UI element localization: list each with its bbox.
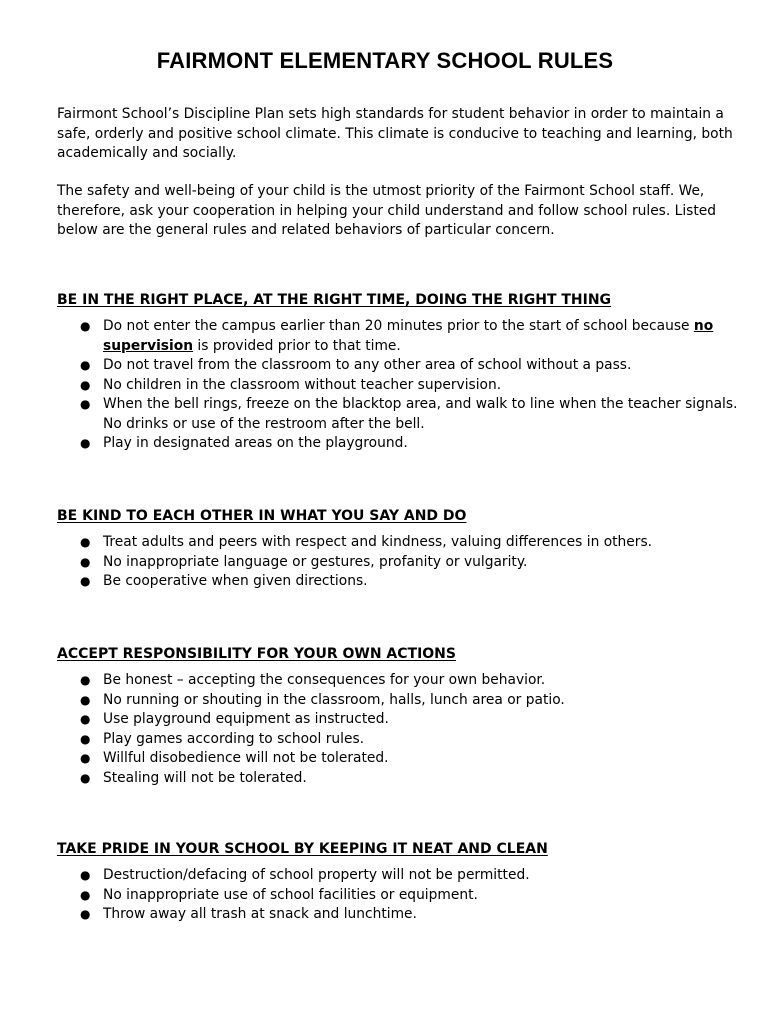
section-heading: BE IN THE RIGHT PLACE, AT THE RIGHT TIME, DOING THE RIGHT THING [57, 292, 612, 308]
list-item-text: Willful disobedience will not be tolerated. [103, 750, 389, 766]
list-item [57, 749, 747, 769]
bullet-icon: ● [80, 770, 91, 785]
intro-paragraph-2 [57, 182, 747, 241]
list-item [57, 691, 747, 711]
emphasis-text: no supervision [103, 318, 714, 354]
intro-text: Fairmont School’s Discipline Plan sets high standards for student behavior in order to maintain a safe, orderly and positive school climate. This climate is conducive to teaching and learning, both academically and socially. [57, 106, 733, 161]
list-item [57, 572, 747, 592]
list-item-text: Do not travel from the classroom to any other area of school without a pass. [103, 357, 632, 373]
list-item [57, 866, 747, 886]
bullet-icon: ● [80, 751, 91, 765]
list-item-text: Play games according to school rules. [103, 730, 365, 747]
rules-list [57, 317, 747, 454]
list-item-text: Be honest – accepting the consequences for your own behavior. [103, 672, 546, 688]
list-item [57, 905, 747, 925]
rules-section-right-place [57, 291, 747, 454]
section-heading: TAKE PRIDE IN YOUR SCHOOL BY KEEPING IT NEAT AND CLEAN [57, 841, 548, 857]
list-item-text: Destruction/defacing of school property will not be permitted. [103, 867, 530, 883]
list-item [57, 434, 747, 454]
intro-text: The safety and well-being of your child is the utmost priority of the Fairmont School staff. We, therefore, ask your cooperation in helping your child understand and follow school rules. Listed below are the general rules and related behaviors of particular concern. [57, 183, 717, 238]
list-item [57, 395, 747, 434]
list-item [57, 553, 747, 573]
rules-section-take-pride [57, 840, 747, 925]
bullet-icon: ● [80, 712, 91, 726]
list-item [57, 671, 747, 691]
list-item [57, 376, 747, 396]
bullet-icon: ● [80, 692, 91, 707]
bullet-icon: ● [80, 358, 91, 372]
list-item [57, 317, 747, 356]
bullet-icon: ● [80, 397, 91, 411]
intro-paragraph-1 [57, 105, 747, 164]
rules-list [57, 866, 747, 925]
bullet-icon: ● [80, 907, 91, 921]
list-item-text: No inappropriate use of school facilities or equipment. [103, 886, 478, 903]
list-item-text: When the bell rings, freeze on the blacktop area, and walk to line when the teacher signals. No drinks or use of the restroom after the bell. [103, 396, 738, 432]
list-item-text: No inappropriate language or gestures, profanity or vulgarity. [103, 553, 528, 570]
list-item [57, 356, 747, 376]
rules-list [57, 533, 747, 592]
bullet-icon: ● [80, 436, 91, 450]
list-item-text: Stealing will not be tolerated. [103, 769, 307, 786]
list-item-text-pre: Do not enter the campus earlier than 20 minutes prior to the start of school because [103, 318, 694, 334]
bullet-icon: ● [80, 731, 91, 746]
list-item-text: No children in the classroom without teacher supervision. [103, 376, 502, 393]
bullet-icon: ● [80, 535, 91, 549]
bullet-icon: ● [80, 377, 91, 392]
list-item [57, 769, 747, 789]
list-item-text: Treat adults and peers with respect and kindness, valuing differences in others. [103, 534, 653, 550]
rules-section-responsibility [57, 645, 747, 788]
list-item-text-post: is provided prior to that time. [193, 337, 401, 354]
list-item-text: Be cooperative when given directions. [103, 573, 368, 589]
section-heading: BE KIND TO EACH OTHER IN WHAT YOU SAY AND DO [57, 508, 467, 524]
list-item-text: Play in designated areas on the playground. [103, 435, 408, 451]
list-item [57, 710, 747, 730]
list-item-text: Throw away all trash at snack and lunchtime. [103, 906, 417, 922]
page-title: FAIRMONT ELEMENTARY SCHOOL RULES [156, 48, 614, 73]
bullet-icon: ● [80, 574, 91, 588]
bullet-icon: ● [80, 554, 91, 569]
bullet-icon: ● [80, 673, 91, 687]
rules-list [57, 671, 747, 788]
bullet-icon: ● [80, 868, 91, 882]
bullet-icon: ● [80, 887, 91, 902]
list-item [57, 533, 747, 553]
list-item-text: No running or shouting in the classroom, halls, lunch area or patio. [103, 691, 565, 708]
section-heading: ACCEPT RESPONSIBILITY FOR YOUR OWN ACTIONS [57, 646, 456, 662]
rules-section-be-kind [57, 507, 747, 592]
list-item [57, 730, 747, 750]
bullet-icon: ● [80, 319, 91, 333]
list-item [57, 886, 747, 906]
list-item-text: Use playground equipment as instructed. [103, 711, 389, 727]
